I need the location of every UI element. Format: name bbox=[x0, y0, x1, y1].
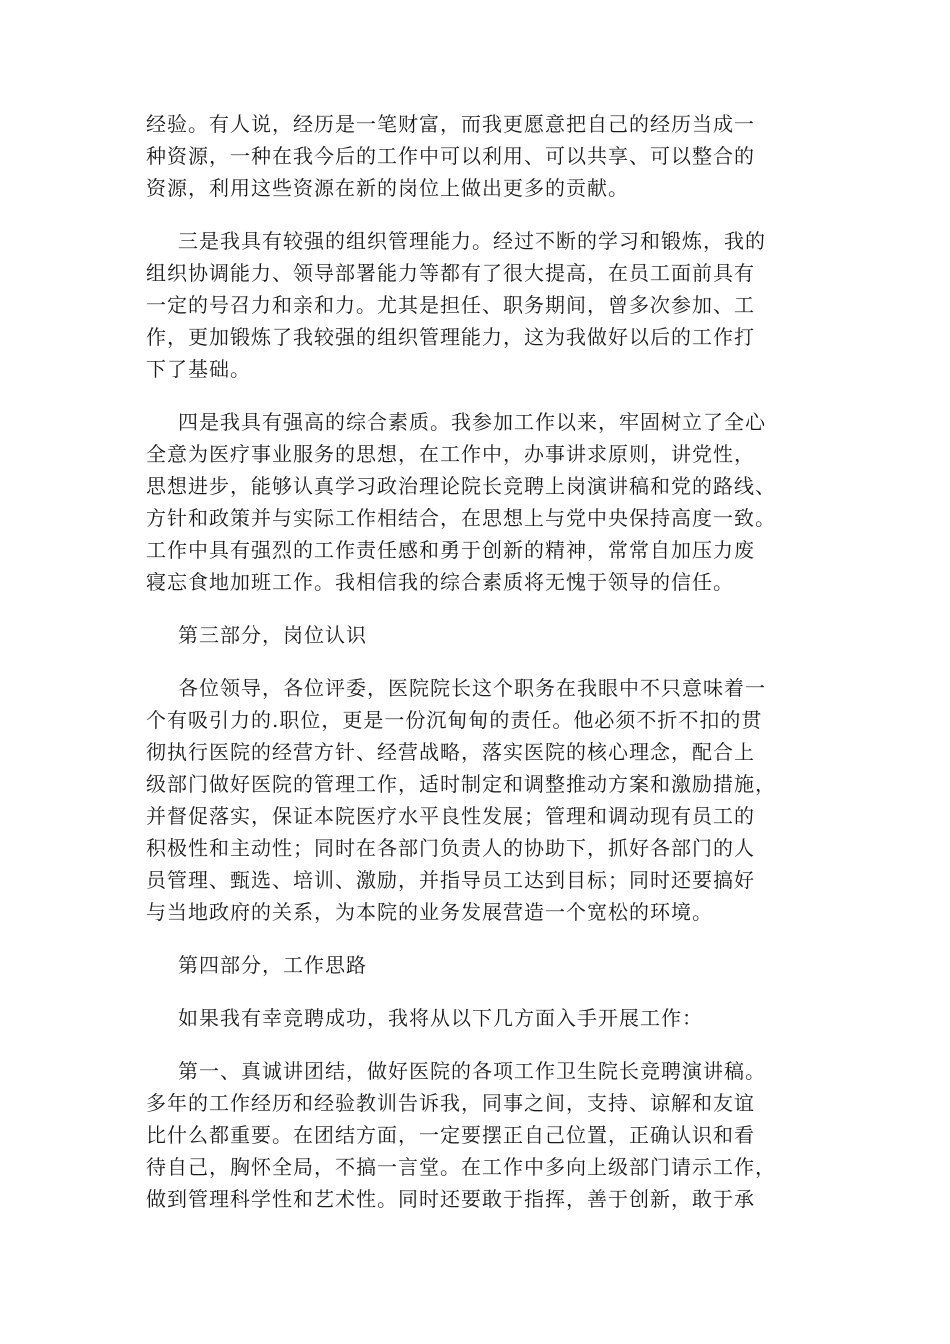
text-line: 个有吸引力的.职位，更是一份沉甸甸的责任。他必须不折不扣的贯 bbox=[146, 708, 763, 732]
section-heading-part-three bbox=[146, 619, 816, 651]
text-line: 一定的号召力和亲和力。尤其是担任、职务期间，曾多次参加、工 bbox=[146, 293, 755, 317]
text-line: 并督促落实，保证本院医疗水平良性发展；管理和调动现有员工的 bbox=[146, 804, 755, 828]
text-line: 四是我具有强高的综合素质。我参加工作以来，牢固树立了全心 bbox=[178, 410, 766, 434]
text-line: 做到管理科学性和艺术性。同时还要敢于指挥，善于创新，敢于承 bbox=[146, 1187, 755, 1211]
text-line: 各位领导，各位评委，医院院长这个职务在我眼中不只意味着一 bbox=[178, 676, 766, 700]
text-line: 第三部分，岗位认识 bbox=[178, 623, 367, 647]
text-line: 下了基础。 bbox=[146, 357, 251, 381]
paragraph-overall-quality bbox=[146, 406, 816, 598]
text-line: 思想进步，能够认真学习政治理论院长竞聘上岗演讲稿和党的路线、 bbox=[146, 474, 776, 498]
text-line: 种资源，一种在我今后的工作中可以利用、可以共享、可以整合的 bbox=[146, 144, 755, 168]
text-line: 工作中具有强烈的工作责任感和勇于创新的精神，常常自加压力废 bbox=[146, 538, 755, 562]
text-line: 作，更加锻炼了我较强的组织管理能力，这为我做好以后的工作打 bbox=[146, 325, 755, 349]
text-line: 组织协调能力、领导部署能力等都有了很大提高，在员工面前具有 bbox=[146, 261, 755, 285]
document-body bbox=[146, 108, 816, 1236]
paragraph-position-understanding bbox=[146, 672, 816, 928]
text-line: 员管理、甄选、培训、激励，并指导员工达到目标；同时还要搞好 bbox=[146, 868, 755, 892]
text-line: 与当地政府的关系，为本院的业务发展营造一个宽松的环境。 bbox=[146, 900, 713, 924]
text-line: 积极性和主动性；同时在各部门负责人的协助下，抓好各部门的人 bbox=[146, 836, 755, 860]
text-line: 如果我有幸竞聘成功，我将从以下几方面入手开展工作： bbox=[178, 1006, 703, 1030]
text-line: 寝忘食地加班工作。我相信我的综合素质将无愧于领导的信任。 bbox=[146, 570, 734, 594]
text-line: 全意为医疗事业服务的思想，在工作中，办事讲求原则，讲党性， bbox=[146, 442, 755, 466]
text-line: 资源，利用这些资源在新的岗位上做出更多的贡献。 bbox=[146, 176, 629, 200]
text-line: 第四部分，工作思路 bbox=[178, 953, 367, 977]
text-line: 级部门做好医院的管理工作，适时制定和调整推动方案和激励措施， bbox=[146, 772, 776, 796]
paragraph-work-plan-intro bbox=[146, 1002, 816, 1034]
text-line: 比什么都重要。在团结方面，一定要摆正自己位置，正确认识和看 bbox=[146, 1123, 755, 1147]
text-line: 待自己，胸怀全局，不搞一言堂。在工作中多向上级部门请示工作， bbox=[146, 1155, 776, 1179]
paragraph-unity bbox=[146, 1055, 816, 1215]
text-line: 三是我具有较强的组织管理能力。经过不断的学习和锻炼，我的 bbox=[178, 229, 766, 253]
paragraph-experience bbox=[146, 108, 816, 204]
text-line: 经验。有人说，经历是一笔财富，而我更愿意把自己的经历当成一 bbox=[146, 112, 755, 136]
text-line: 多年的工作经历和经验教训告诉我，同事之间，支持、谅解和友谊 bbox=[146, 1091, 755, 1115]
text-line: 第一、真诚讲团结，做好医院的各项工作卫生院长竞聘演讲稿。 bbox=[178, 1059, 766, 1083]
section-heading-part-four bbox=[146, 949, 816, 981]
paragraph-organization-ability bbox=[146, 225, 816, 385]
text-line: 方针和政策并与实际工作相结合，在思想上与党中央保持高度一致。 bbox=[146, 506, 776, 530]
text-line: 彻执行医院的经营方针、经营战略，落实医院的核心理念，配合上 bbox=[146, 740, 755, 764]
